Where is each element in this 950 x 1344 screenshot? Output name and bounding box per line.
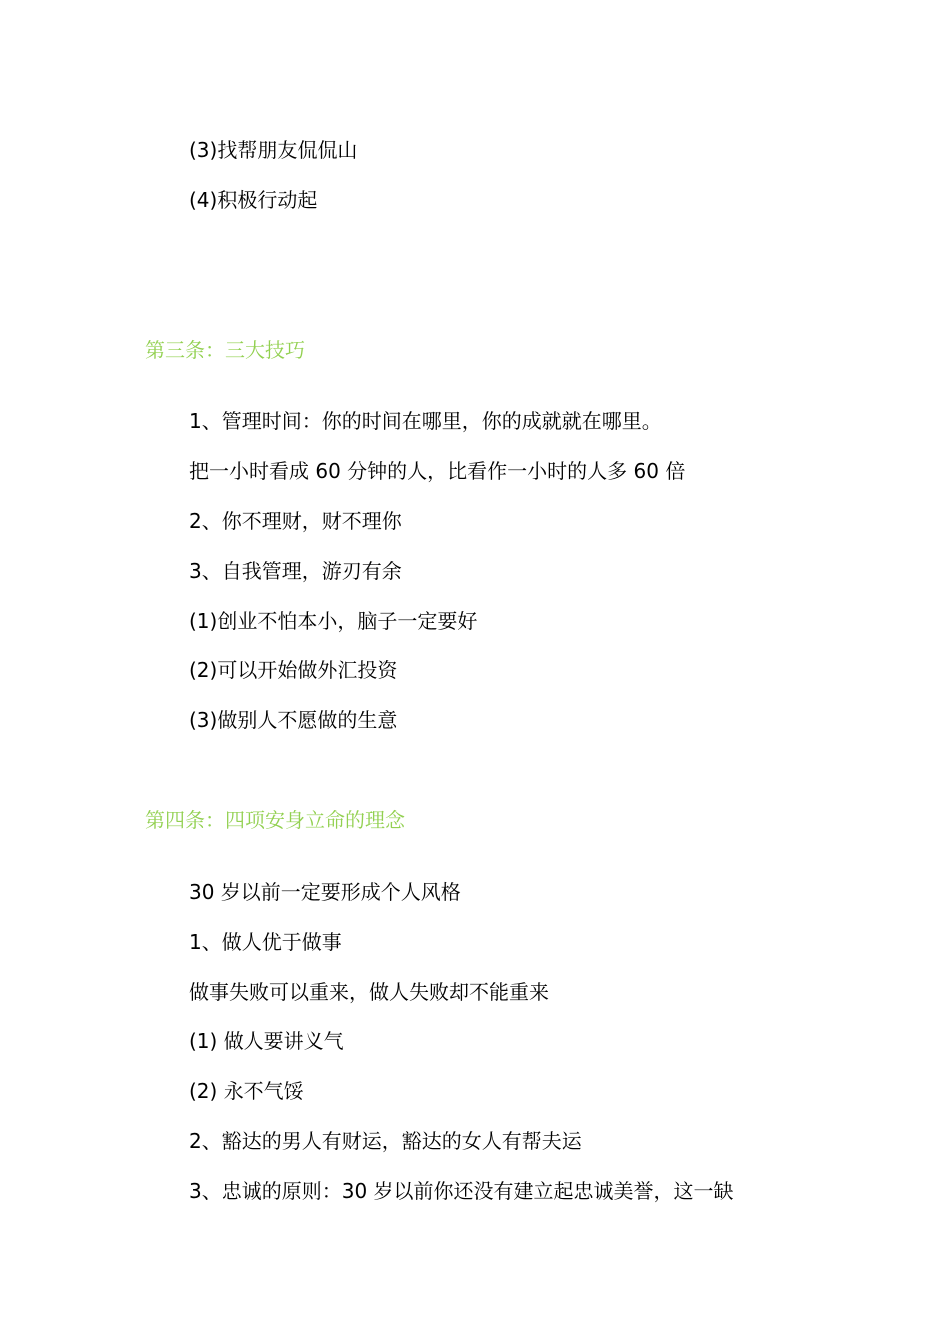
section-heading: 第三条：三大技巧 — [145, 338, 305, 362]
list-item: 2、你不理财，财不理你 — [189, 509, 402, 533]
list-item: 2、豁达的男人有财运，豁达的女人有帮夫运 — [189, 1129, 582, 1153]
list-item: (3)找帮朋友侃侃山 — [189, 138, 358, 162]
list-item: (1)创业不怕本小，脑子一定要好 — [189, 609, 478, 633]
list-item: (1) 做人要讲义气 — [189, 1029, 344, 1053]
list-item: 3、自我管理，游刃有余 — [189, 559, 402, 583]
section-heading: 第四条：四项安身立命的理念 — [145, 808, 405, 832]
list-item: 30 岁以前一定要形成个人风格 — [189, 880, 461, 904]
list-item: (4)积极行动起 — [189, 188, 318, 212]
list-item: (2)可以开始做外汇投资 — [189, 658, 398, 682]
list-item: (3)做别人不愿做的生意 — [189, 708, 398, 732]
list-item: 把一小时看成 60 分钟的人，比看作一小时的人多 60 倍 — [189, 459, 686, 483]
list-item: 做事失败可以重来，做人失败却不能重来 — [189, 980, 549, 1004]
list-item: 1、做人优于做事 — [189, 930, 342, 954]
list-item: 3、忠诚的原则：30 岁以前你还没有建立起忠诚美誉，这一缺 — [189, 1179, 734, 1203]
list-item: 1、管理时间：你的时间在哪里，你的成就就在哪里。 — [189, 409, 662, 433]
list-item: (2) 永不气馁 — [189, 1079, 304, 1103]
